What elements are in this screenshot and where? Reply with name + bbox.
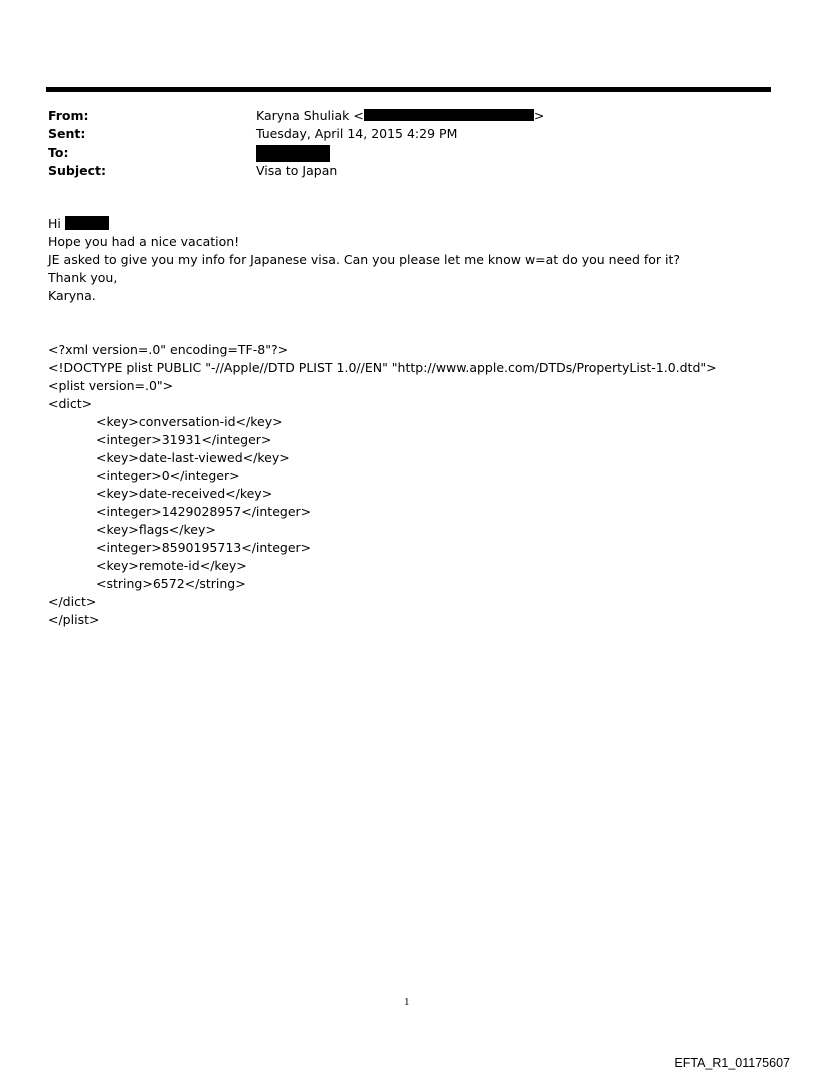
subject-value: Visa to Japan [256,163,338,178]
sent-label: Sent: [48,126,86,141]
plist-entry: <integer>1429028957</integer> [96,504,312,519]
greeting: Hi [48,216,61,231]
from-name: Karyna Shuliak [256,108,350,123]
plist-entry: <key>date-received</key> [96,486,273,501]
from-value [256,107,544,125]
page-number: 1 [404,996,410,1008]
plist-entry: <integer>0</integer> [96,468,240,483]
dict-close-tag: </dict> [48,594,97,609]
subject-label: Subject: [48,163,106,178]
plist-entry: <integer>31931</integer> [96,432,272,447]
plist-entry: <integer>8590195713</integer> [96,540,312,555]
plist-xml-declaration: <?xml version=.0" encoding=TF-8"?> [48,342,289,357]
plist-entry: <key>flags</key> [96,522,216,537]
sent-value: Tuesday, April 14, 2015 4:29 PM [256,126,458,141]
plist-entry: <key>conversation-id</key> [96,414,283,429]
to-label: To: [48,145,69,160]
plist-entry: <string>6572</string> [96,576,246,591]
bates-number: EFTA_R1_01175607 [674,1056,790,1070]
redaction-box [65,216,109,230]
to-value [256,144,330,162]
plist-entry: <key>date-last-viewed</key> [96,450,290,465]
dict-open-tag: <dict> [48,396,93,411]
from-close-bracket: > [533,108,545,123]
from-label: From: [48,108,89,123]
header-divider [46,87,771,92]
body-line: JE asked to give you my info for Japanese visa. Can you please let me know w=at do you need for it? [48,252,681,267]
body-line: Karyna. [48,288,96,303]
plist-open-tag: <plist version=.0"> [48,378,174,393]
plist-close-tag: </plist> [48,612,100,627]
redaction-box [256,145,330,162]
plist-entry: <key>remote-id</key> [96,558,247,573]
greeting-line [48,215,109,233]
body-line: Thank you, [48,270,118,285]
body-line: Hope you had a nice vacation! [48,234,240,249]
from-open-bracket: < [353,108,364,123]
plist-doctype: <!DOCTYPE plist PUBLIC "-//Apple//DTD PLIST 1.0//EN" "http://www.apple.com/DTDs/PropertyList-1.0.dtd"> [48,360,717,375]
redaction-box [364,109,534,121]
